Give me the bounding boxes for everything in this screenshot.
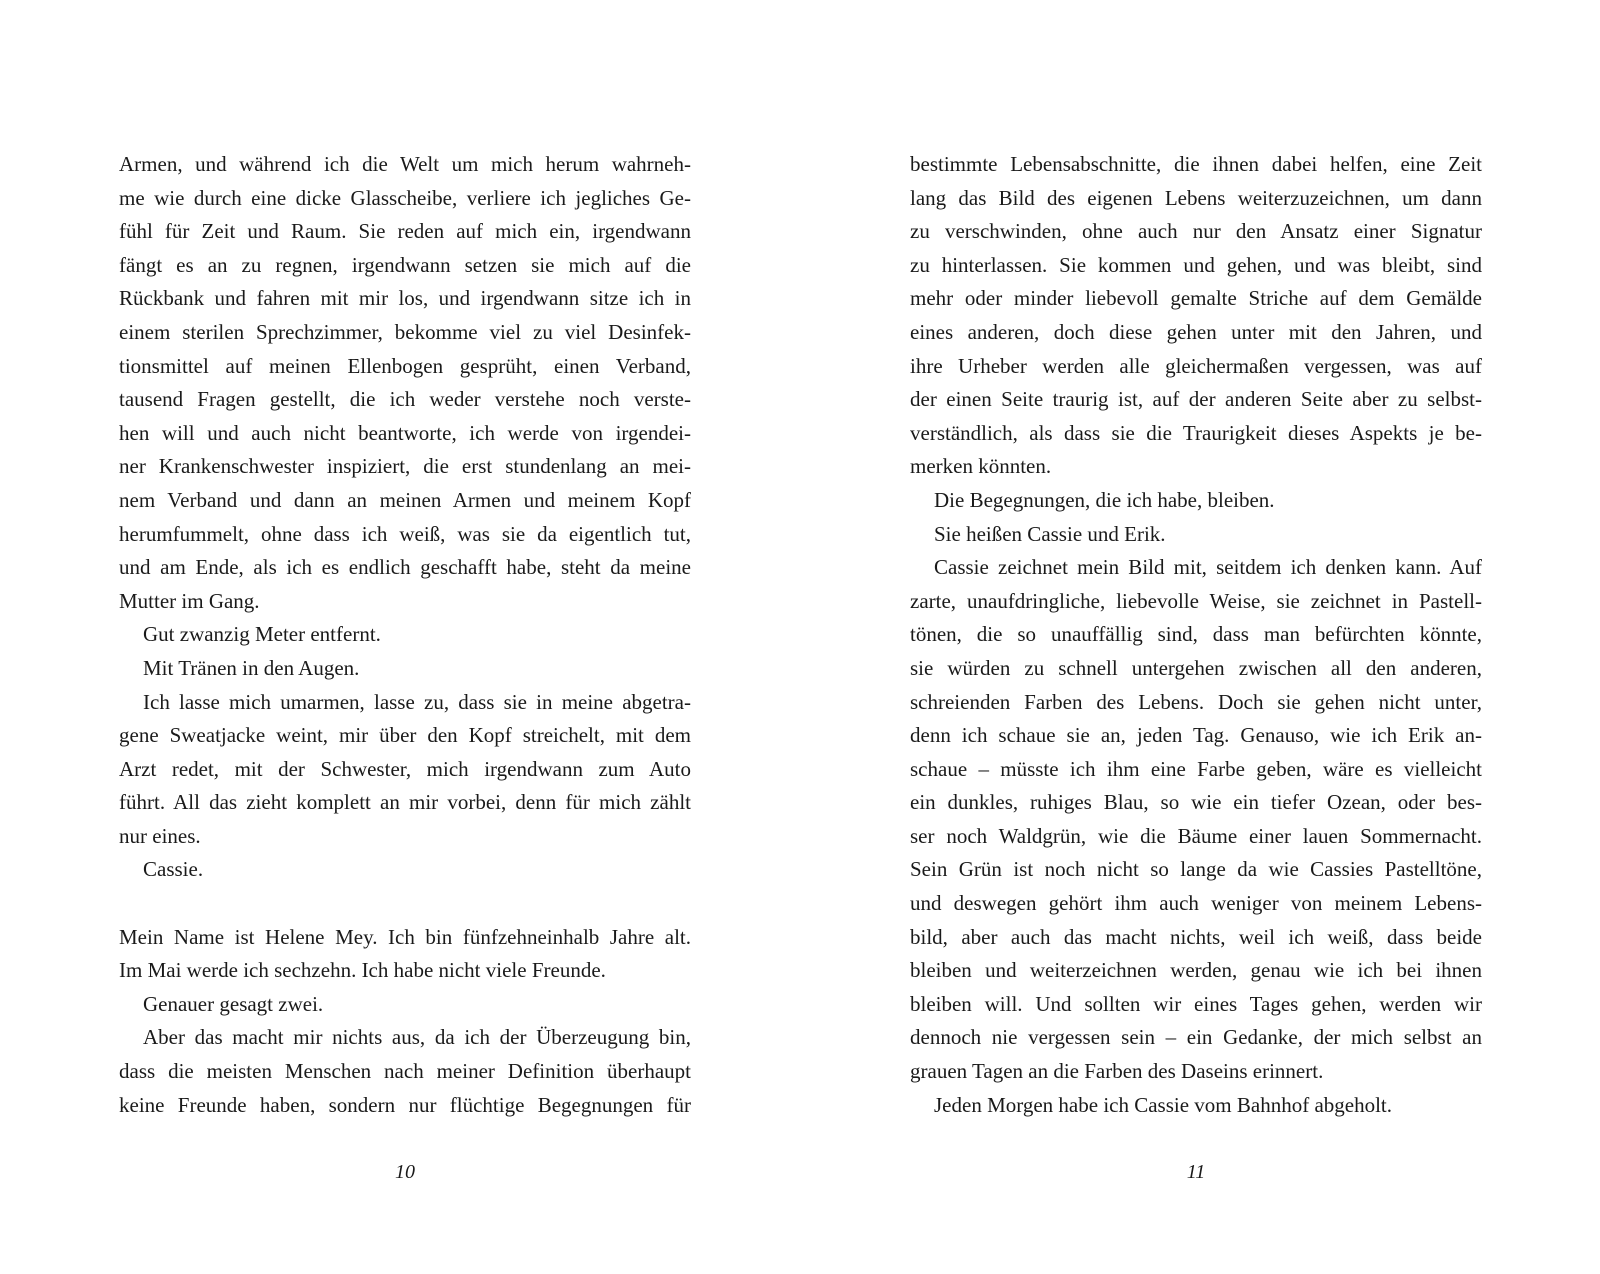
text-line: und am Ende, als ich es endlich geschafft habe, steht da meine <box>119 555 691 580</box>
text-line: schreienden Farben des Lebens. Doch sie gehen nicht unter, <box>910 689 1482 714</box>
text-line: Sein Grün ist noch nicht so lange da wie Cassies Pastelltöne, <box>910 857 1482 882</box>
left-page-text <box>119 148 691 1122</box>
text-line: zu hinterlassen. Sie kommen und gehen, und was bleibt, sind <box>910 252 1482 277</box>
text-line: me wie durch eine dicke Glasscheibe, verliere ich jegliches Ge- <box>119 185 691 210</box>
right-page-text <box>910 148 1482 1122</box>
text-line: Jeden Morgen habe ich Cassie vom Bahnhof abgeholt. <box>934 1092 1393 1117</box>
text-line: denn ich schaue sie an, jeden Tag. Genauso, wie ich Erik an- <box>910 723 1482 748</box>
text-line: der einen Seite traurig ist, auf der anderen Seite aber zu selbst- <box>910 387 1482 412</box>
text-line: Die Begegnungen, die ich habe, bleiben. <box>934 487 1275 512</box>
text-line: Mit Tränen in den Augen. <box>143 655 360 680</box>
text-line: Mutter im Gang. <box>119 588 260 613</box>
text-line: bleiben und weiterzeichnen werden, genau wie ich bei ihnen <box>910 958 1482 983</box>
text-line: zarte, unaufdringliche, liebevolle Weise, sie zeichnet in Pastell- <box>910 588 1482 613</box>
text-line: gene Sweatjacke weint, mir über den Kopf streichelt, mit dem <box>119 723 691 748</box>
text-line: führt. All das zieht komplett an mir vorbei, denn für mich zählt <box>119 790 691 815</box>
text-line: tausend Fragen gestellt, die ich weder verstehe noch verste- <box>119 387 691 412</box>
text-line: Armen, und während ich die Welt um mich herum wahrneh- <box>119 152 691 176</box>
text-line: und deswegen gehört ihm auch weniger von meinem Lebens- <box>910 891 1482 916</box>
text-line: mehr oder minder liebevoll gemalte Striche auf dem Gemälde <box>910 286 1482 311</box>
text-line: ein dunkles, ruhiges Blau, so wie ein tiefer Ozean, oder bes- <box>910 790 1482 815</box>
text-line: Sie heißen Cassie und Erik. <box>934 521 1166 546</box>
text-line: bild, aber auch das macht nichts, weil ich weiß, dass beide <box>910 924 1482 949</box>
text-line: zu verschwinden, ohne auch nur den Ansatz einer Signatur <box>910 219 1482 244</box>
text-line: keine Freunde haben, sondern nur flüchtige Begegnungen für <box>119 1092 691 1117</box>
text-line: verständlich, als dass sie die Traurigkeit dieses Aspekts je be- <box>910 420 1482 445</box>
text-line: eines anderen, doch diese gehen unter mit den Jahren, und <box>910 319 1482 344</box>
text-line: dennoch nie vergessen sein – ein Gedanke, der mich selbst an <box>910 1025 1482 1050</box>
text-line: fängt es an zu regnen, irgendwann setzen sie mich auf die <box>119 252 691 277</box>
text-line: einem sterilen Sprechzimmer, bekomme viel zu viel Desinfek- <box>119 319 691 344</box>
text-line: Gut zwanzig Meter entfernt. <box>143 622 381 647</box>
text-line: lang das Bild des eigenen Lebens weiterzuzeichnen, um dann <box>910 185 1482 210</box>
text-line: Ich lasse mich umarmen, lasse zu, dass sie in meine abgetra- <box>143 689 691 714</box>
text-line: tönen, die so unauffällig sind, dass man befürchten könnte, <box>910 622 1482 647</box>
text-line: sie würden zu schnell untergehen zwischen all den anderen, <box>910 655 1482 680</box>
text-line: dass die meisten Menschen nach meiner Definition überhaupt <box>119 1059 691 1084</box>
text-line: schaue – müsste ich ihm eine Farbe geben, wäre es vielleicht <box>910 756 1482 781</box>
text-line: Im Mai werde ich sechzehn. Ich habe nicht viele Freunde. <box>119 958 606 983</box>
left-page-number: 10 <box>395 1161 415 1183</box>
text-line: Aber das macht mir nichts aus, da ich der Überzeugung bin, <box>143 1025 691 1050</box>
text-line: ner Krankenschwester inspiziert, die erst stundenlang an mei- <box>119 454 691 479</box>
right-page-number: 11 <box>1186 1161 1206 1183</box>
text-line: grauen Tagen an die Farben des Daseins erinnert. <box>910 1059 1324 1084</box>
text-line: tionsmittel auf meinen Ellenbogen gesprüht, einen Verband, <box>119 353 691 378</box>
text-line: fühl für Zeit und Raum. Sie reden auf mich ein, irgendwann <box>119 219 691 244</box>
text-line: ser noch Waldgrün, wie die Bäume einer lauen Sommernacht. <box>910 823 1482 848</box>
text-line: bleiben will. Und sollten wir eines Tages gehen, werden wir <box>910 991 1482 1016</box>
text-line: nur eines. <box>119 823 201 848</box>
text-line <box>119 887 691 921</box>
text-line: Cassie zeichnet mein Bild mit, seitdem ich denken kann. Auf <box>934 555 1482 580</box>
text-line: Rückbank und fahren mit mir los, und irgendwann sitze ich in <box>119 286 691 311</box>
text-line: hen will und auch nicht beantworte, ich werde von irgendei- <box>119 420 691 445</box>
text-line: Mein Name ist Helene Mey. Ich bin fünfzehneinhalb Jahre alt. <box>119 924 691 949</box>
text-line: Genauer gesagt zwei. <box>143 991 324 1016</box>
text-line: nem Verband und dann an meinen Armen und meinem Kopf <box>119 487 691 512</box>
text-line: Cassie. <box>143 857 204 882</box>
text-line: merken könnten. <box>910 454 1052 479</box>
text-line: herumfummelt, ohne dass ich weiß, was sie da eigentlich tut, <box>119 521 691 546</box>
text-line: Arzt redet, mit der Schwester, mich irgendwann zum Auto <box>119 756 691 781</box>
text-line: bestimmte Lebensabschnitte, die ihnen dabei helfen, eine Zeit <box>910 152 1482 176</box>
text-line: ihre Urheber werden alle gleichermaßen vergessen, was auf <box>910 353 1482 378</box>
